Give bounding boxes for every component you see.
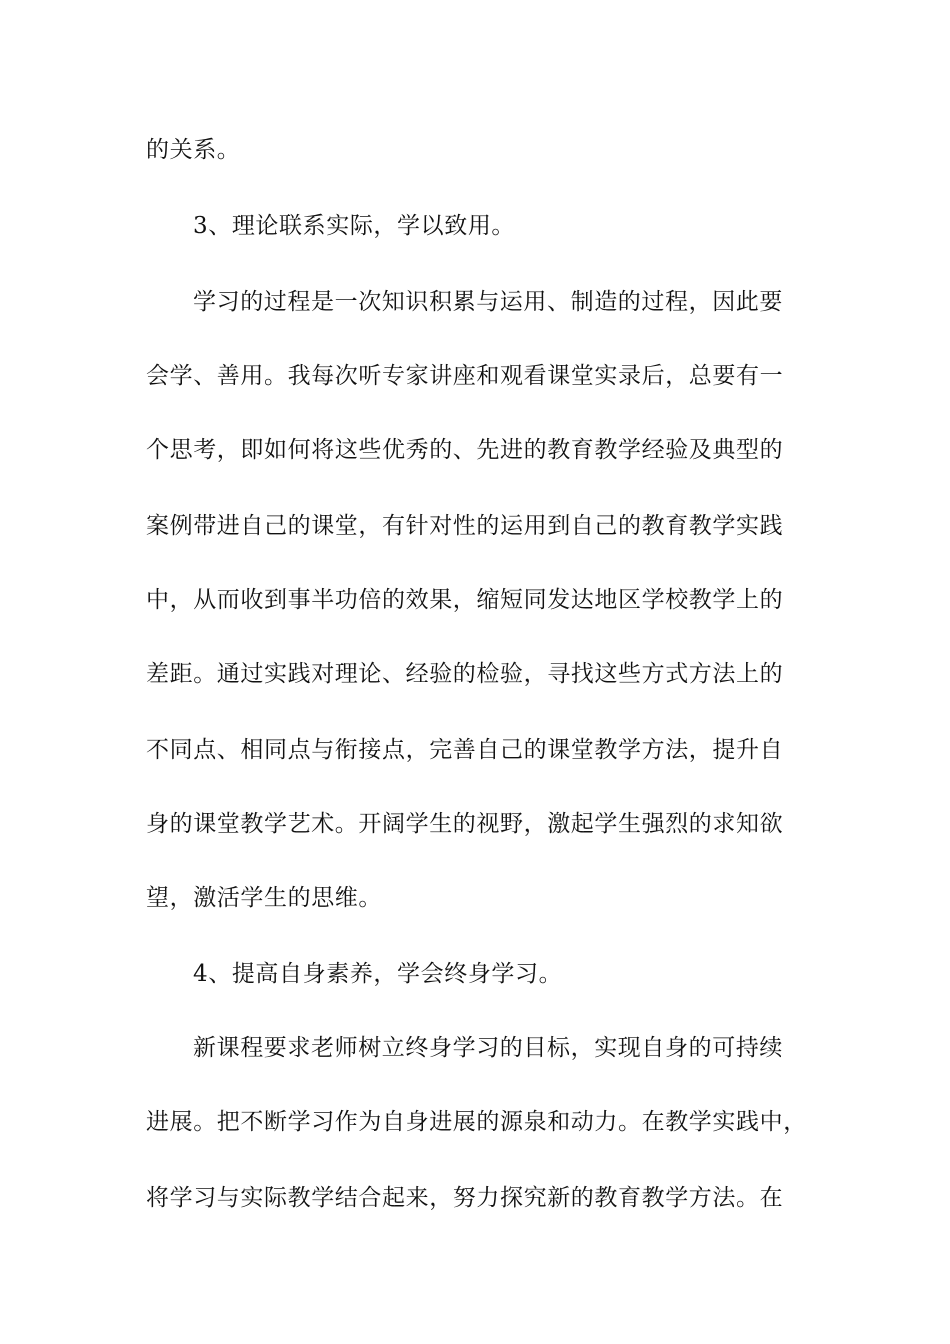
text-line: 中，从而收到事半功倍的效果，缩短同发达地区学校教学上的 [146,587,784,613]
text-line: 会学、善用。我每次听专家讲座和观看课堂实录后，总要有一 [146,363,784,389]
text-line: 望，激活学生的思维。 [146,885,382,911]
text-line: 不同点、相同点与衔接点，完善自己的课堂教学方法，提升自 [146,737,784,763]
text-line: 差距。通过实践对理论、经验的检验，寻找这些方式方法上的 [146,661,784,687]
text-line: 新课程要求老师树立终身学习的目标，实现自身的可持续 [193,1035,783,1061]
text-line: 的关系。 [146,137,241,163]
text-line: 身的课堂教学艺术。开阔学生的视野，激起学生强烈的求知欲 [146,811,784,837]
text-line: 个思考，即如何将这些优秀的、先进的教育教学经验及典型的 [146,437,784,463]
text-line: 学习的过程是一次知识积累与运用、制造的过程，因此要 [193,289,783,315]
text-line: 将学习与实际教学结合起来，努力探究新的教育教学方法。在 [146,1185,784,1211]
text-line: 案例带进自己的课堂，有针对性的运用到自己的教育教学实践 [146,513,784,539]
section-heading: 4、提高自身素养，学会终身学习。 [193,961,563,987]
text-line: 进展。把不断学习作为自身进展的源泉和动力。在教学实践中， [146,1109,807,1135]
section-heading: 3、理论联系实际，学以致用。 [193,213,516,239]
